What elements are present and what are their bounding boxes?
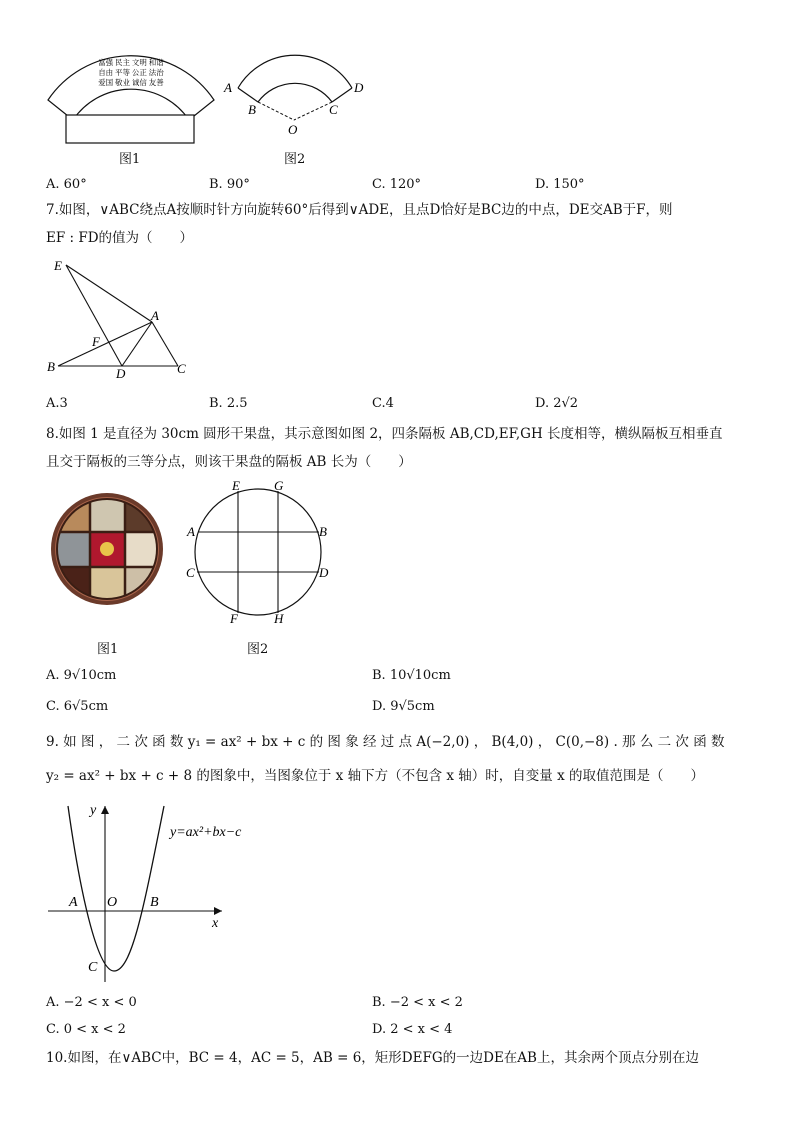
q6-option-d[interactable]: D. 150° xyxy=(535,177,585,192)
q8-stem-line-2: 且交于隔板的三等分点，则该干果盘的隔板 AB 长为（ ） xyxy=(46,454,412,470)
fan-text-row-2: 自由 平等 公正 法治 xyxy=(98,68,164,77)
label-C: C xyxy=(329,102,338,117)
q7-stem-line-2: EF : FD的值为（ ） xyxy=(46,230,194,246)
q8-fig2-diagram xyxy=(182,478,334,628)
q7-option-b[interactable]: B. 2.5 xyxy=(209,396,248,411)
label-D: D xyxy=(116,366,126,381)
q7-option-c[interactable]: C.4 xyxy=(372,396,394,411)
label-C: C xyxy=(177,361,186,376)
q6-fig1-fan xyxy=(44,48,219,146)
q7-stem-line-1: 7.如图，∨ABC绕点A按顺时针方向旋转60°后得到∨ADE，且点D恰好是BC边的中点，DE交AB于F，则 xyxy=(46,202,673,218)
fan-text-row-3: 爱国 敬业 诚信 友善 xyxy=(98,78,164,87)
q9-stem-line-2: y₂ = ax² + bx + c + 8 的图象中，当图象位于 x 轴下方（不包含 x 轴）时，自变量 x 的取值范围是（ ） xyxy=(46,768,704,784)
q8-option-c[interactable]: C. 6√5cm xyxy=(46,699,109,714)
label-B: B xyxy=(47,359,55,374)
q7-figure xyxy=(44,252,194,382)
label-A: A xyxy=(187,524,195,539)
label-G: G xyxy=(274,478,284,493)
q6-option-b[interactable]: B. 90° xyxy=(209,177,250,192)
label-B: B xyxy=(150,895,159,910)
label-F: F xyxy=(230,611,238,626)
q9-option-d[interactable]: D. 2 < x < 4 xyxy=(372,1022,453,1037)
fan-text-row-1: 富强 民主 文明 和谐 xyxy=(98,58,164,67)
label-A: A xyxy=(224,80,232,95)
q8-stem-line-1: 8.如图 1 是直径为 30cm 圆形干果盘，其示意图如图 2，四条隔板 AB,CD,EF,GH 长度相等，横纵隔板互相垂直 xyxy=(46,426,723,442)
q9-option-a[interactable]: A. −2 < x < 0 xyxy=(46,995,137,1010)
label-E: E xyxy=(54,258,62,273)
q9-option-c[interactable]: C. 0 < x < 2 xyxy=(46,1022,126,1037)
label-E: E xyxy=(232,478,240,493)
q6-fig2-caption: 图2 xyxy=(284,152,306,167)
q8-fig2-caption: 图2 xyxy=(247,642,269,657)
q9-option-b[interactable]: B. −2 < x < 2 xyxy=(372,995,463,1010)
q9-stem-line-1: 9. 如 图 ， 二 次 函 数 y₁ = ax² + bx + c 的 图 象 经 过 点 A(−2,0) ， B(4,0) ， C(0,−8) . 那 么 二 次 函 数 xyxy=(46,734,725,750)
q6-fig1-caption: 图1 xyxy=(119,152,141,167)
q7-option-d[interactable]: D. 2√2 xyxy=(535,396,579,411)
label-D: D xyxy=(319,565,329,580)
label-O: O xyxy=(288,122,298,137)
label-D: D xyxy=(354,80,364,95)
q9-parabola-figure xyxy=(44,796,264,986)
q7-option-a[interactable]: A.3 xyxy=(46,396,68,411)
q10-stem-line-1: 10.如图，在∨ABC中，BC = 4，AC = 5，AB = 6，矩形DEFG的一边DE在AB上，其余两个顶点分别在边 xyxy=(46,1050,699,1066)
label-C: C xyxy=(88,960,98,975)
q8-option-b[interactable]: B. 10√10cm xyxy=(372,668,451,683)
label-x: x xyxy=(212,916,219,931)
curve-label: y=ax²+bx−c xyxy=(170,825,242,840)
label-H: H xyxy=(274,611,284,626)
label-B: B xyxy=(248,102,256,117)
q6-option-a[interactable]: A. 60° xyxy=(46,177,87,192)
q8-option-d[interactable]: D. 9√5cm xyxy=(372,699,435,714)
q6-option-c[interactable]: C. 120° xyxy=(372,177,422,192)
label-C: C xyxy=(186,565,195,580)
q8-option-a[interactable]: A. 9√10cm xyxy=(46,668,117,683)
label-O: O xyxy=(107,895,118,910)
q8-fig1-fruit-tray-photo xyxy=(50,492,164,606)
label-F: F xyxy=(92,334,100,349)
label-y: y xyxy=(90,803,97,818)
q8-fig1-caption: 图1 xyxy=(97,642,119,657)
label-B: B xyxy=(319,524,327,539)
q6-fig2-sector xyxy=(222,48,372,140)
label-A: A xyxy=(69,895,78,910)
label-A: A xyxy=(151,308,159,323)
